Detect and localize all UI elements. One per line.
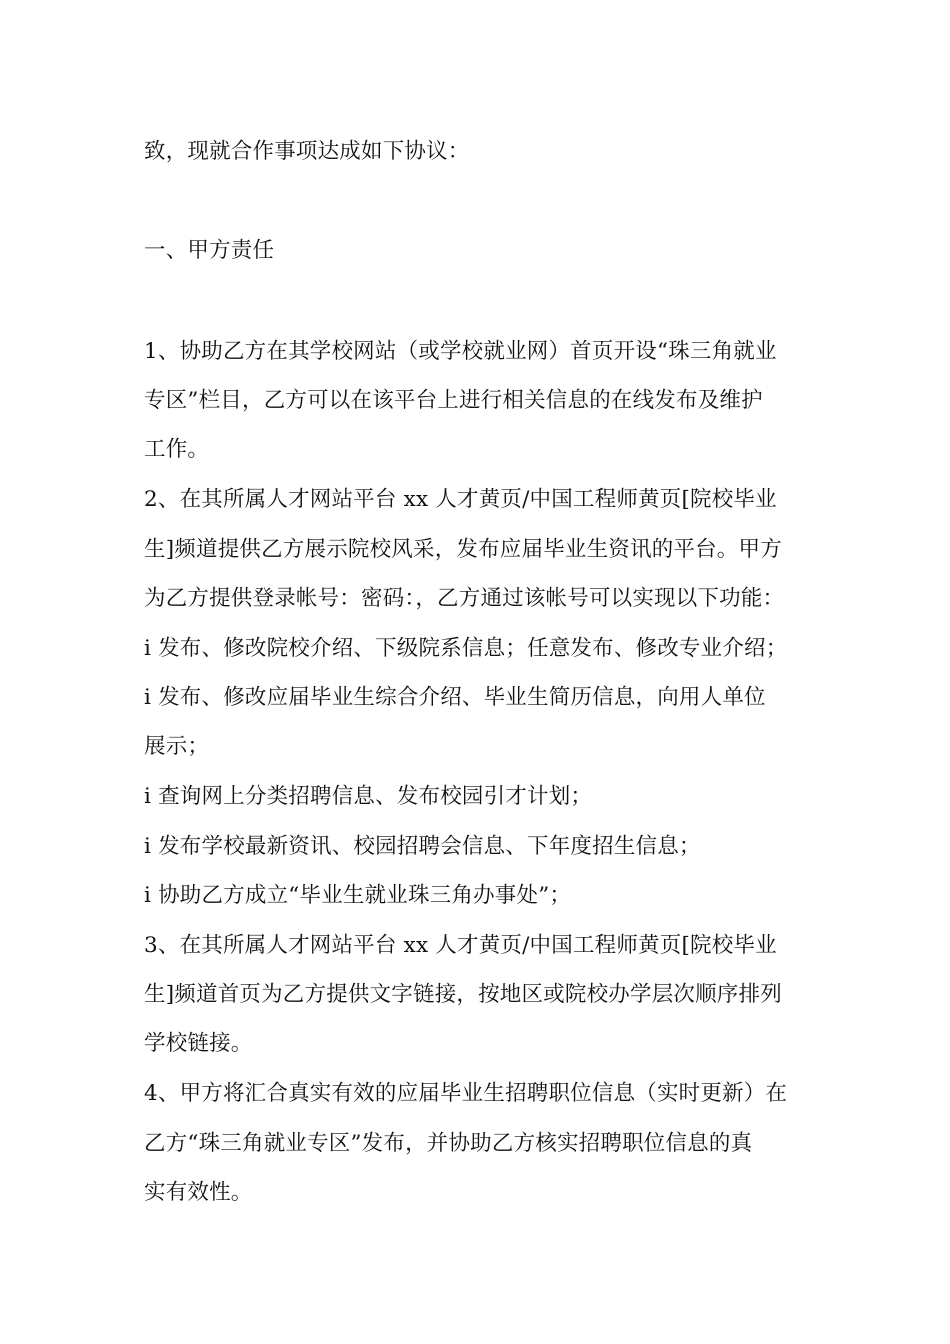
text-line: 3、在其所属人才网站平台 xx 人才黄页/中国工程师黄页[院校毕业: [144, 933, 777, 958]
text-line: 1、协助乙方在其学校网站（或学校就业网）首页开设“珠三角就业: [144, 339, 777, 364]
text-line: 实有效性。: [144, 1180, 253, 1205]
text-line: 为乙方提供登录帐号：密码：，乙方通过该帐号可以实现以下功能：: [144, 586, 785, 611]
text-line: i 发布、修改应届毕业生综合介绍、毕业生简历信息，向用人单位: [144, 685, 766, 710]
section-heading: 一、甲方责任: [144, 238, 275, 263]
text-line: 2、在其所属人才网站平台 xx 人才黄页/中国工程师黄页[院校毕业: [144, 487, 777, 512]
text-line: 学校链接。: [144, 1031, 253, 1056]
text-line: 专区”栏目，乙方可以在该平台上进行相关信息的在线发布及维护: [144, 388, 763, 413]
text-line: i 发布、修改院校介绍、下级院系信息；任意发布、修改专业介绍；: [144, 636, 788, 661]
text-line: i 协助乙方成立“毕业生就业珠三角办事处”；: [144, 883, 572, 908]
text-line: 工作。: [144, 437, 210, 462]
text-line: i 查询网上分类招聘信息、发布校园引才计划；: [144, 784, 593, 809]
text-line: 生]频道首页为乙方提供文字链接，按地区或院校办学层次顺序排列: [144, 982, 782, 1007]
text-line: 展示；: [144, 734, 210, 759]
text-line: 生]频道提供乙方展示院校风采，发布应届毕业生资讯的平台。甲方: [144, 537, 782, 562]
text-line: 4、甲方将汇合真实有效的应届毕业生招聘职位信息（实时更新）在: [144, 1081, 788, 1106]
text-line-intro: 致，现就合作事项达成如下协议：: [144, 139, 470, 164]
text-line: i 发布学校最新资讯、校园招聘会信息、下年度招生信息；: [144, 834, 701, 859]
text-line: 乙方“珠三角就业专区”发布，并协助乙方核实招聘职位信息的真: [144, 1131, 753, 1156]
